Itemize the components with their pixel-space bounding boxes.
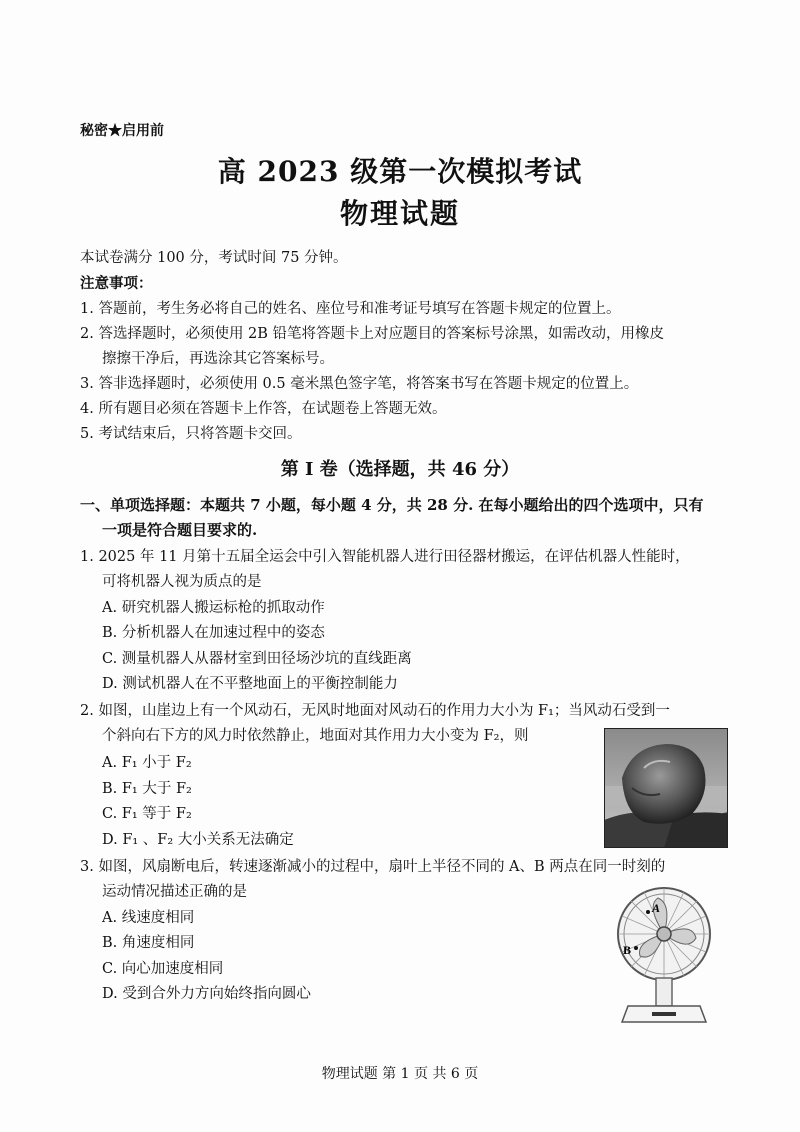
notice-item: 4. 所有题目必须在答题卡上作答，在试题卷上答题无效。 [80,401,447,417]
question-2-stem: 2. 如图，山崖边上有一个风动石，无风时地面对风动石的作用力大小为 F₁；当风动石受到一 [80,703,670,719]
fan-point-a-label: A [652,901,661,915]
notice-item: 2. 答选择题时，必须使用 2B 铅笔将答题卡上对应题目的答案标号涂黑，如需改动，用橡皮 [80,326,665,342]
question-3-stem-continued: 运动情况描述正确的是 [102,884,247,900]
notice-heading: 注意事项： [80,275,153,292]
balancing-rock-photo [604,728,728,848]
question-3-stem: 3. 如图，风扇断电后，转速逐渐减小的过程中，扇叶上半径不同的 A、B 两点在同一时刻的 [80,859,666,875]
notice-item: 5. 考试结束后，只将答题卡交回。 [80,426,302,442]
confidential-label: 秘密★启用前 [80,123,164,139]
fan-point-b-label: B [623,943,632,957]
notice-item: 1. 答题前，考生务必将自己的姓名、座位号和准考证号填写在答题卡规定的位置上。 [80,301,621,317]
question-2-option-a: A. F₁ 小于 F₂ [102,755,192,771]
question-1-stem-continued: 可将机器人视为质点的是 [102,574,262,590]
question-1-option-c: C. 测量机器人从器材室到田径场沙坑的直线距离 [102,651,412,667]
notice-item: 3. 答非选择题时，必须使用 0.5 毫米黑色签字笔，将答案书写在答题卡规定的位置上。 [80,376,639,392]
subject-title: 物理试题 [339,197,460,230]
question-1-option-a: A. 研究机器人搬运标枪的抓取动作 [102,600,325,616]
notice-item-continued: 擦擦干净后，再选涂其它答案标号。 [102,351,334,367]
electric-fan-figure [606,882,722,1028]
part-instructions-continued: 一项是符合题目要求的. [102,521,258,539]
part-instructions: 一、单项选择题：本题共 7 小题，每小题 4 分，共 28 分. 在每小题给出的四个选项中，只有 [80,496,704,514]
exam-intro: 本试卷满分 100 分，考试时间 75 分钟。 [80,250,348,266]
question-2-stem-continued: 个斜向右下方的风力时依然静止，地面对其作用力大小变为 F₂，则 [102,728,529,744]
question-1-option-d: D. 测试机器人在不平整地面上的平衡控制能力 [102,676,398,692]
question-3-option-b: B. 角速度相同 [102,935,195,951]
question-2-option-c: C. F₁ 等于 F₂ [102,806,192,822]
question-1-stem: 1. 2025 年 11 月第十五届全运会中引入智能机器人进行田径器材搬运，在评估机器人性能时， [80,549,690,565]
exam-title: 高 2023 级第一次模拟考试 [217,155,583,188]
question-2-option-d: D. F₁ 、F₂ 大小关系无法确定 [102,832,294,848]
question-3-option-c: C. 向心加速度相同 [102,961,224,977]
page-footer: 物理试题 第 1 页 共 6 页 [321,1066,479,1082]
question-1-option-b: B. 分析机器人在加速过程中的姿态 [102,625,325,641]
question-2-option-b: B. F₁ 大于 F₂ [102,781,192,797]
question-3-option-a: A. 线速度相同 [102,910,195,926]
question-3-option-d: D. 受到合外力方向始终指向圆心 [102,986,311,1002]
section-title: 第 I 卷（选择题，共 46 分） [280,459,520,480]
